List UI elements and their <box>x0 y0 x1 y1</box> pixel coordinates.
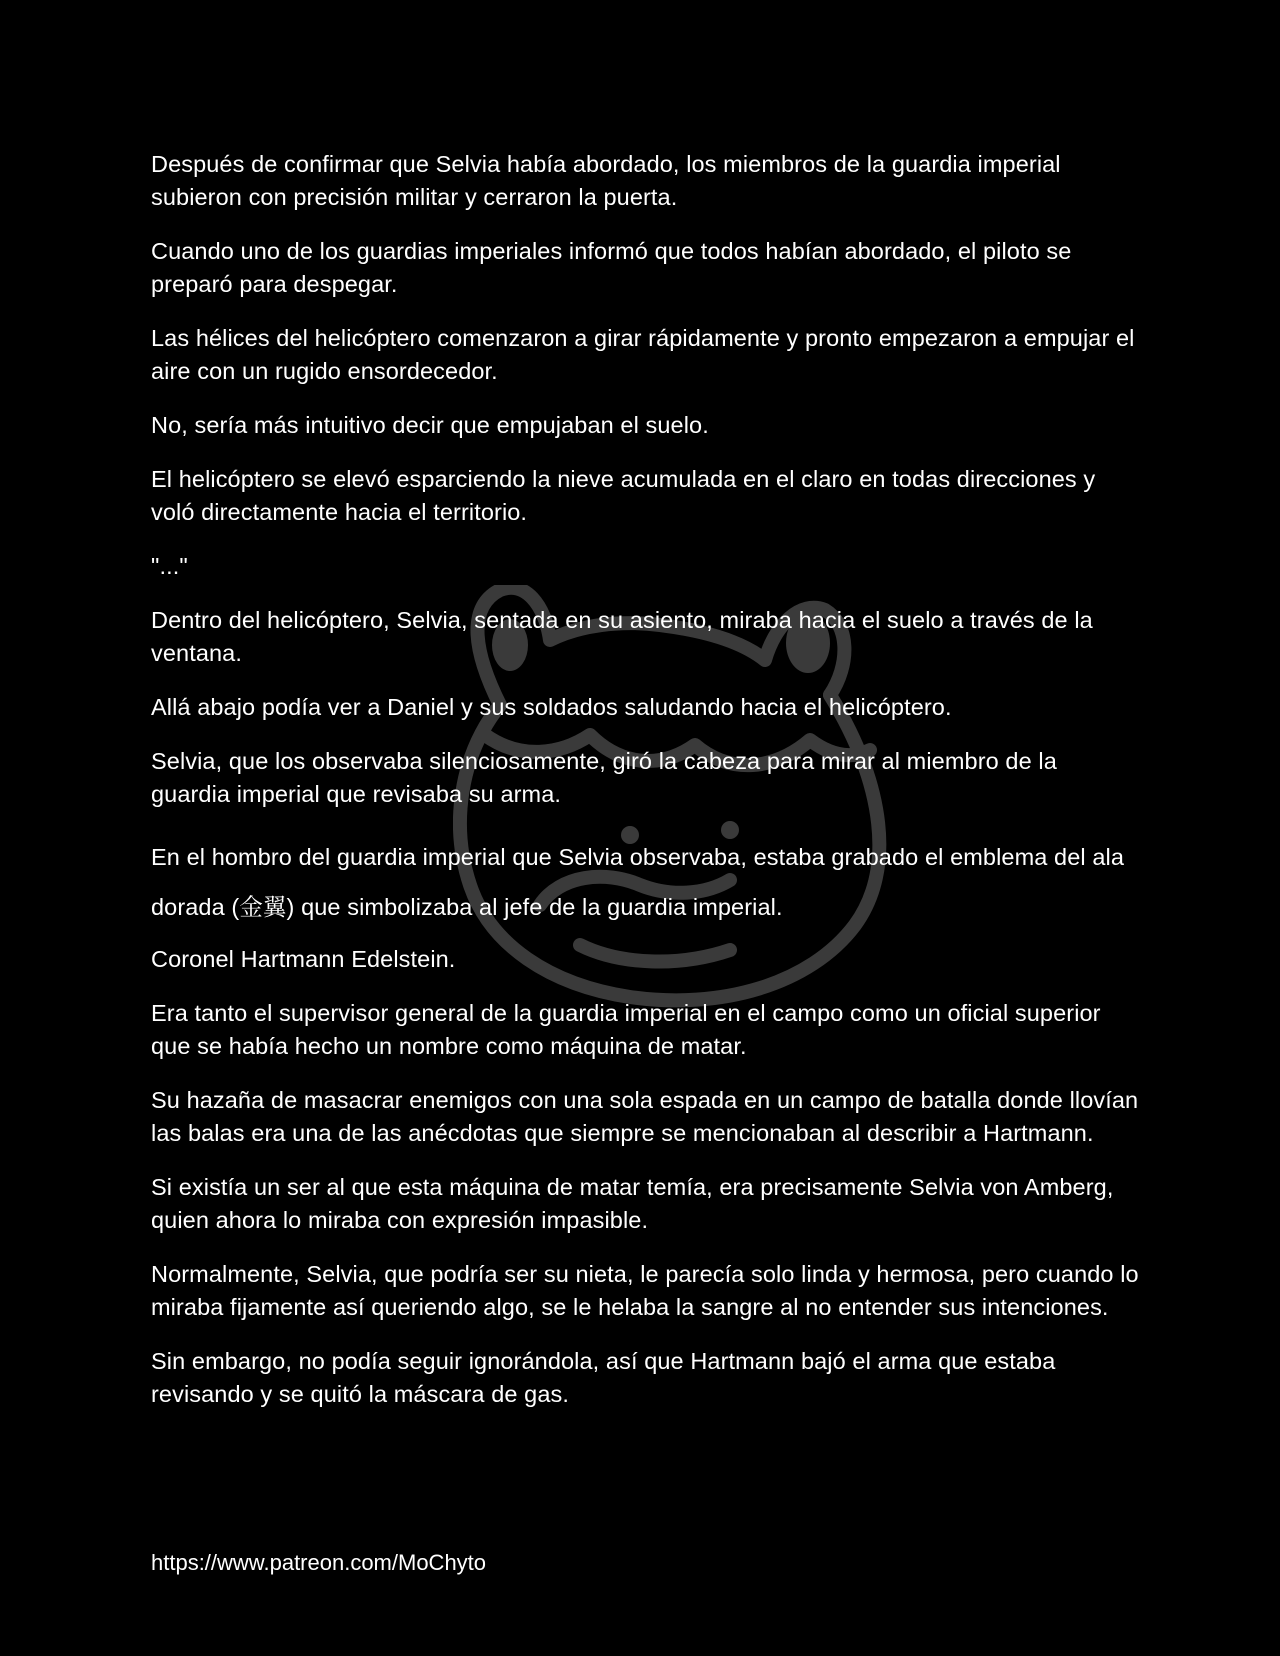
paragraph: Selvia, que los observaba silenciosamente, giró la cabeza para mirar al miembro de la guardia imperial que revisaba su arma. <box>151 748 1057 807</box>
paragraph: No, sería más intuitivo decir que empujaban el suelo. <box>151 412 709 438</box>
document-body <box>151 148 1141 1432</box>
paragraph: Era tanto el supervisor general de la guardia imperial en el campo como un oficial superior que se había hecho un nombre como máquina de matar. <box>151 1000 1101 1059</box>
paragraph: Cuando uno de los guardias imperiales informó que todos habían abordado, el piloto se preparó para despegar. <box>151 238 1072 297</box>
patreon-link[interactable]: https://www.patreon.com/MoChyto <box>151 1550 487 1575</box>
paragraph: Normalmente, Selvia, que podría ser su nieta, le parecía solo linda y hermosa, pero cuando lo miraba fijamente así queriendo algo, se le helaba la sangre al no entender sus intenciones. <box>151 1261 1139 1320</box>
paragraph: Coronel Hartmann Edelstein. <box>151 946 456 972</box>
paragraph: Allá abajo podía ver a Daniel y sus soldados saludando hacia el helicóptero. <box>151 694 952 720</box>
paragraph: Su hazaña de masacrar enemigos con una sola espada en un campo de batalla donde llovían las balas era una de las anécdotas que siempre se mencionaban al describir a Hartmann. <box>151 1087 1139 1146</box>
paragraph: Sin embargo, no podía seguir ignorándola, así que Hartmann bajó el arma que estaba revisando y se quitó la máscara de gas. <box>151 1348 1056 1407</box>
paragraph: Después de confirmar que Selvia había abordado, los miembros de la guardia imperial subieron con precisión militar y cerraron la puerta. <box>151 151 1061 210</box>
paragraph: El helicóptero se elevó esparciendo la nieve acumulada en el claro en todas direcciones y voló directamente hacia el territorio. <box>151 466 1096 525</box>
paragraph: Las hélices del helicóptero comenzaron a girar rápidamente y pronto empezaron a empujar el aire con un rugido ensordecedor. <box>151 325 1135 384</box>
paragraph: Si existía un ser al que esta máquina de matar temía, era precisamente Selvia von Amberg, quien ahora lo miraba con expresión impasible. <box>151 1174 1114 1233</box>
paragraph: Dentro del helicóptero, Selvia, sentada en su asiento, miraba hacia el suelo a través de la ventana. <box>151 607 1093 666</box>
paragraph: "..." <box>151 553 188 579</box>
paragraph: En el hombro del guardia imperial que Selvia observaba, estaba grabado el emblema del ala dorada (金翼) que simbolizaba al jefe de la guardia imperial. <box>151 844 1124 920</box>
